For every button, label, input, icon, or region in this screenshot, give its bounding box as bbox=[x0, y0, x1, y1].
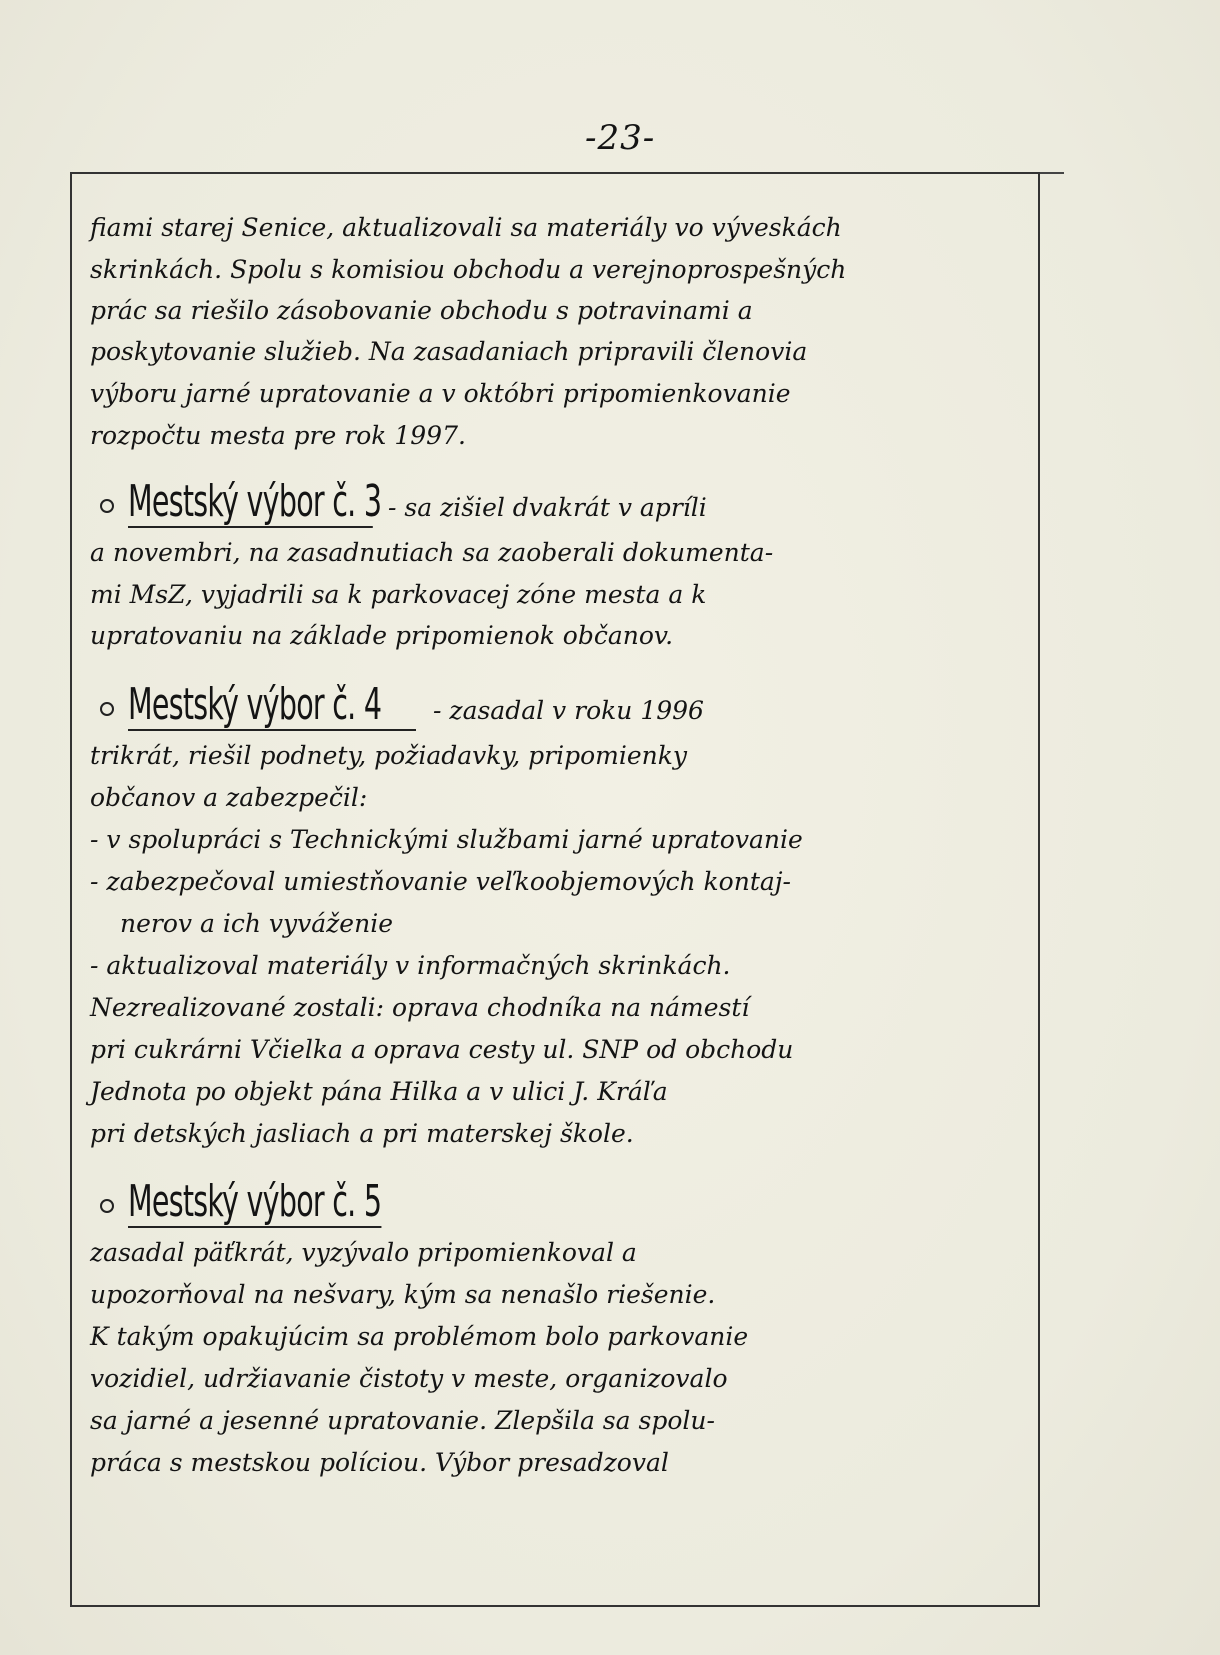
text-line: fiami starej Senice, aktualizovali sa materiály vo výveskách bbox=[90, 213, 842, 242]
section-5-heading-row bbox=[100, 1176, 480, 1228]
section-4-heading-row bbox=[100, 679, 704, 731]
bullet-icon bbox=[100, 1199, 114, 1213]
text-line: pri cukrárni Včielka a oprava cesty ul. SNP od obchodu bbox=[90, 1035, 794, 1064]
frame-rule-extension bbox=[1040, 172, 1064, 174]
section-3-heading-row bbox=[100, 476, 707, 528]
text-line: upozorňoval na nešvary, kým sa nenašlo riešenie. bbox=[90, 1280, 716, 1309]
bullet-icon bbox=[100, 499, 114, 513]
text-line: upratovaniu na základe pripomienok občanov. bbox=[90, 621, 674, 650]
text-line: výboru jarné upratovanie a v októbri pripomienkovanie bbox=[90, 379, 791, 408]
page-number: -23- bbox=[585, 118, 656, 158]
text-line: a novembri, na zasadnutiach sa zaoberali dokumenta- bbox=[90, 538, 774, 567]
text-line: rozpočtu mesta pre rok 1997. bbox=[90, 421, 466, 450]
section-3-heading: Mestský výbor č. 3 bbox=[128, 476, 382, 527]
text-line: - zabezpečoval umiestňovanie veľkoobjemových kontaj- bbox=[90, 867, 791, 896]
section-4-heading-tail: - zasadal v roku 1996 bbox=[433, 696, 704, 725]
section-4-heading: Mestský výbor č. 4 bbox=[128, 683, 416, 731]
bullet-icon bbox=[100, 702, 114, 716]
text-line: mi MsZ, vyjadrili sa k parkovacej zóne mesta a k bbox=[90, 580, 707, 609]
text-line: občanov a zabezpečil: bbox=[90, 783, 368, 812]
text-line: práca s mestskou políciou. Výbor presadzoval bbox=[90, 1448, 669, 1477]
text-line: vozidiel, udržiavanie čistoty v meste, organizovalo bbox=[90, 1364, 728, 1393]
text-line: nerov a ich vyváženie bbox=[120, 909, 393, 938]
section-5-heading: Mestský výbor č. 5 bbox=[128, 1176, 382, 1227]
section-3-heading-tail: - sa zišiel dvakrát v apríli bbox=[388, 493, 707, 522]
text-line: - v spolupráci s Technickými službami jarné upratovanie bbox=[90, 825, 803, 854]
text-line: sa jarné a jesenné upratovanie. Zlepšila sa spolu- bbox=[90, 1406, 715, 1435]
text-line: K takým opakujúcim sa problémom bolo parkovanie bbox=[90, 1322, 749, 1351]
text-line: Jednota po objekt pána Hilka a v ulici J. Kráľa bbox=[90, 1077, 668, 1106]
text-line: trikrát, riešil podnety, požiadavky, pripomienky bbox=[90, 741, 688, 770]
text-line: skrinkách. Spolu s komisiou obchodu a verejnoprospešných bbox=[90, 255, 847, 284]
text-line: Nezrealizované zostali: oprava chodníka na námestí bbox=[90, 993, 750, 1022]
text-line: pri detských jasliach a pri materskej škole. bbox=[90, 1119, 634, 1148]
text-line: zasadal päťkrát, vyzývalo pripomienkoval a bbox=[90, 1238, 637, 1267]
text-line: poskytovanie služieb. Na zasadaniach pripravili členovia bbox=[90, 337, 808, 366]
text-line: - aktualizoval materiály v informačných skrinkách. bbox=[90, 951, 731, 980]
text-line: prác sa riešilo zásobovanie obchodu s potravinami a bbox=[90, 296, 753, 325]
